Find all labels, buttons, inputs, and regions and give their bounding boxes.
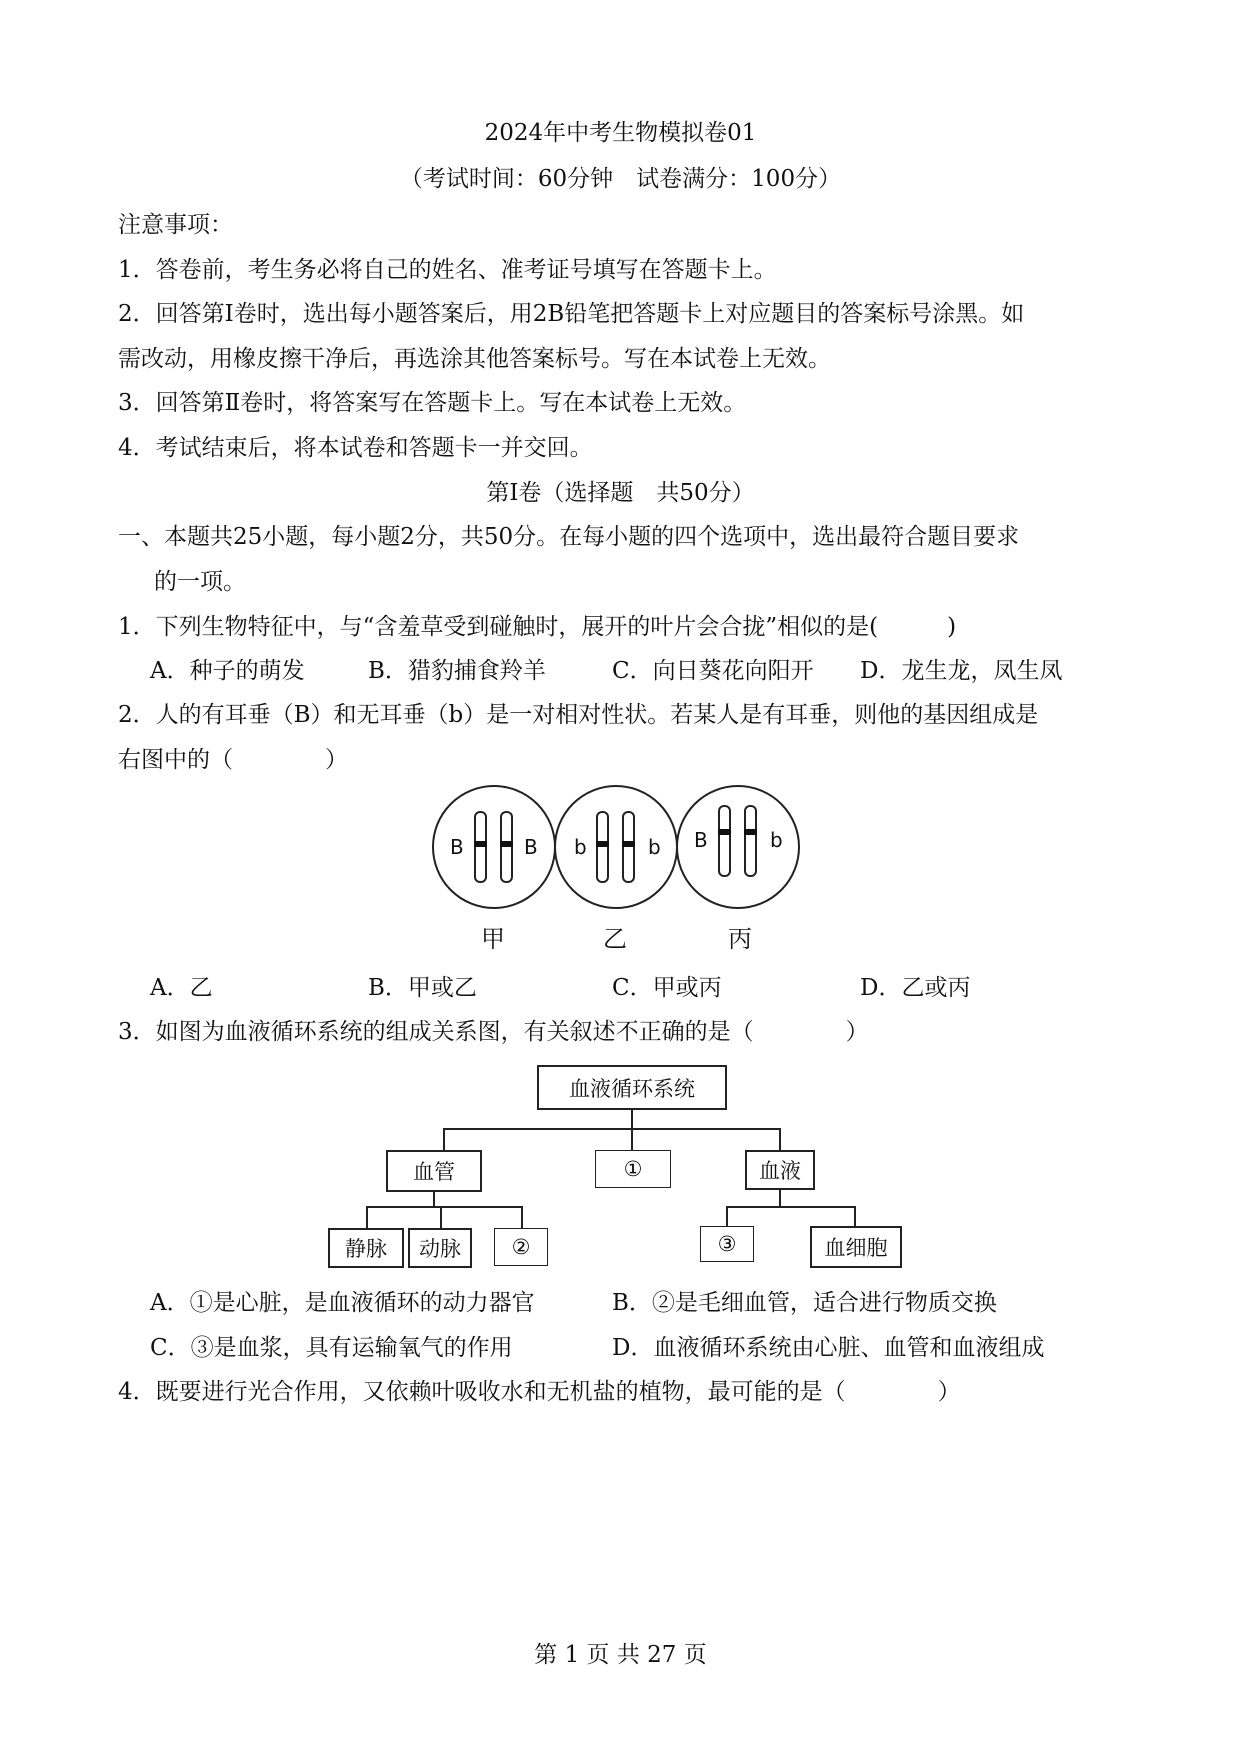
diagram-vessel-box: 血管 — [386, 1150, 482, 1192]
question-2-option-a[interactable]: A．乙 — [150, 975, 213, 1001]
notes-heading: 注意事项： — [118, 212, 233, 238]
page-number: 第 1 页 共 27 页 — [534, 1642, 707, 1668]
question-1-option-a[interactable]: A．种子的萌发 — [150, 658, 305, 684]
connector-line — [779, 1128, 781, 1150]
diagram-unknown-2-box: ② — [494, 1228, 548, 1266]
cell-bing — [676, 785, 800, 909]
question-3-option-d[interactable]: D．血液循环系统由心脏、血管和血液组成 — [612, 1335, 1045, 1361]
question-1-option-d[interactable]: D．龙生龙，凤生凤 — [860, 658, 1063, 684]
diagram-unknown-1-box: ① — [595, 1150, 671, 1188]
section-instruction-line-1: 一、本题共25小题，每小题2分，共50分。在每小题的四个选项中，选出最符合题目要求 — [118, 524, 1020, 550]
chromosome — [596, 811, 609, 883]
cell-yi — [554, 785, 678, 909]
connector-line — [443, 1128, 445, 1150]
figure-label-jia: 甲 — [481, 925, 505, 953]
section-title: 第Ⅰ卷（选择题 共50分） — [486, 480, 755, 506]
connector-line — [854, 1206, 856, 1226]
chromosome — [718, 805, 731, 877]
notes-item-4: 4．考试结束后，将本试卷和答题卡一并交回。 — [118, 435, 593, 461]
gene-label: B — [450, 835, 464, 859]
notes-item-2-line-2: 需改动，用橡皮擦干净后，再选涂其他答案标号。写在本试卷上无效。 — [118, 346, 831, 372]
gene-label: b — [574, 835, 587, 859]
chromosome — [474, 811, 487, 883]
diagram-blood-box: 血液 — [745, 1150, 815, 1190]
connector-line — [366, 1206, 368, 1228]
gene-label: B — [524, 835, 538, 859]
connector-line — [631, 1110, 633, 1150]
chromosome — [744, 805, 757, 877]
gene-label: B — [694, 828, 708, 852]
notes-item-2-line-1: 2．回答第Ⅰ卷时，选出每小题答案后，用2B铅笔把答题卡上对应题目的答案标号涂黑。如 — [118, 301, 1025, 327]
question-3-stem: 3．如图为血液循环系统的组成关系图，有关叙述不正确的是（ ） — [118, 1019, 869, 1045]
page-title: 2024年中考生物模拟卷01 — [484, 120, 757, 146]
diagram-blood-cell-box: 血细胞 — [810, 1226, 902, 1268]
diagram-vein-box: 静脉 — [328, 1228, 404, 1268]
question-3-option-c[interactable]: C．③是血浆，具有运输氧气的作用 — [150, 1335, 513, 1361]
question-2-stem-line-2: 右图中的（ ） — [118, 747, 348, 773]
diagram-root-box: 血液循环系统 — [537, 1065, 727, 1110]
question-1-stem: 1．下列生物特征中，与“含羞草受到碰触时，展开的叶片会合拢”相似的是( ) — [118, 614, 957, 640]
figure-label-yi: 乙 — [603, 925, 627, 953]
figure-label-bing: 丙 — [728, 925, 752, 953]
question-3-option-a[interactable]: A．①是心脏，是血液循环的动力器官 — [150, 1290, 535, 1316]
connector-line — [726, 1206, 728, 1226]
question-4-stem: 4．既要进行光合作用，又依赖叶吸收水和无机盐的植物，最可能的是（ ） — [118, 1379, 961, 1405]
chromosome — [622, 811, 635, 883]
page-subtitle: （考试时间：60分钟 试卷满分：100分） — [399, 166, 842, 192]
question-2-stem-line-1: 2．人的有耳垂（B）和无耳垂（b）是一对相对性状。若某人是有耳垂，则他的基因组成是 — [118, 702, 1039, 728]
section-instruction-line-2: 的一项。 — [154, 569, 246, 595]
connector-line — [433, 1192, 435, 1206]
diagram-artery-box: 动脉 — [408, 1228, 472, 1268]
connector-line — [366, 1206, 523, 1208]
chromosome — [500, 811, 513, 883]
connector-line — [440, 1206, 442, 1228]
question-2-option-c[interactable]: C．甲或丙 — [612, 975, 722, 1001]
cell-jia — [432, 785, 556, 909]
gene-label: b — [770, 828, 783, 852]
question-2-option-d[interactable]: D．乙或丙 — [860, 975, 971, 1001]
connector-line — [521, 1206, 523, 1228]
connector-line — [726, 1206, 856, 1208]
diagram-unknown-3-box: ③ — [700, 1226, 754, 1262]
notes-item-3: 3．回答第Ⅱ卷时，将答案写在答题卡上。写在本试卷上无效。 — [118, 390, 747, 416]
question-1-option-b[interactable]: B．猎豹捕食羚羊 — [368, 658, 546, 684]
connector-line — [443, 1128, 781, 1130]
question-1-option-c[interactable]: C．向日葵花向阳开 — [612, 658, 814, 684]
question-2-option-b[interactable]: B．甲或乙 — [368, 975, 477, 1001]
connector-line — [779, 1190, 781, 1206]
question-3-option-b[interactable]: B．②是毛细血管，适合进行物质交换 — [612, 1290, 997, 1316]
gene-label: b — [648, 835, 661, 859]
notes-item-1: 1．答卷前，考生务必将自己的姓名、准考证号填写在答题卡上。 — [118, 257, 777, 283]
